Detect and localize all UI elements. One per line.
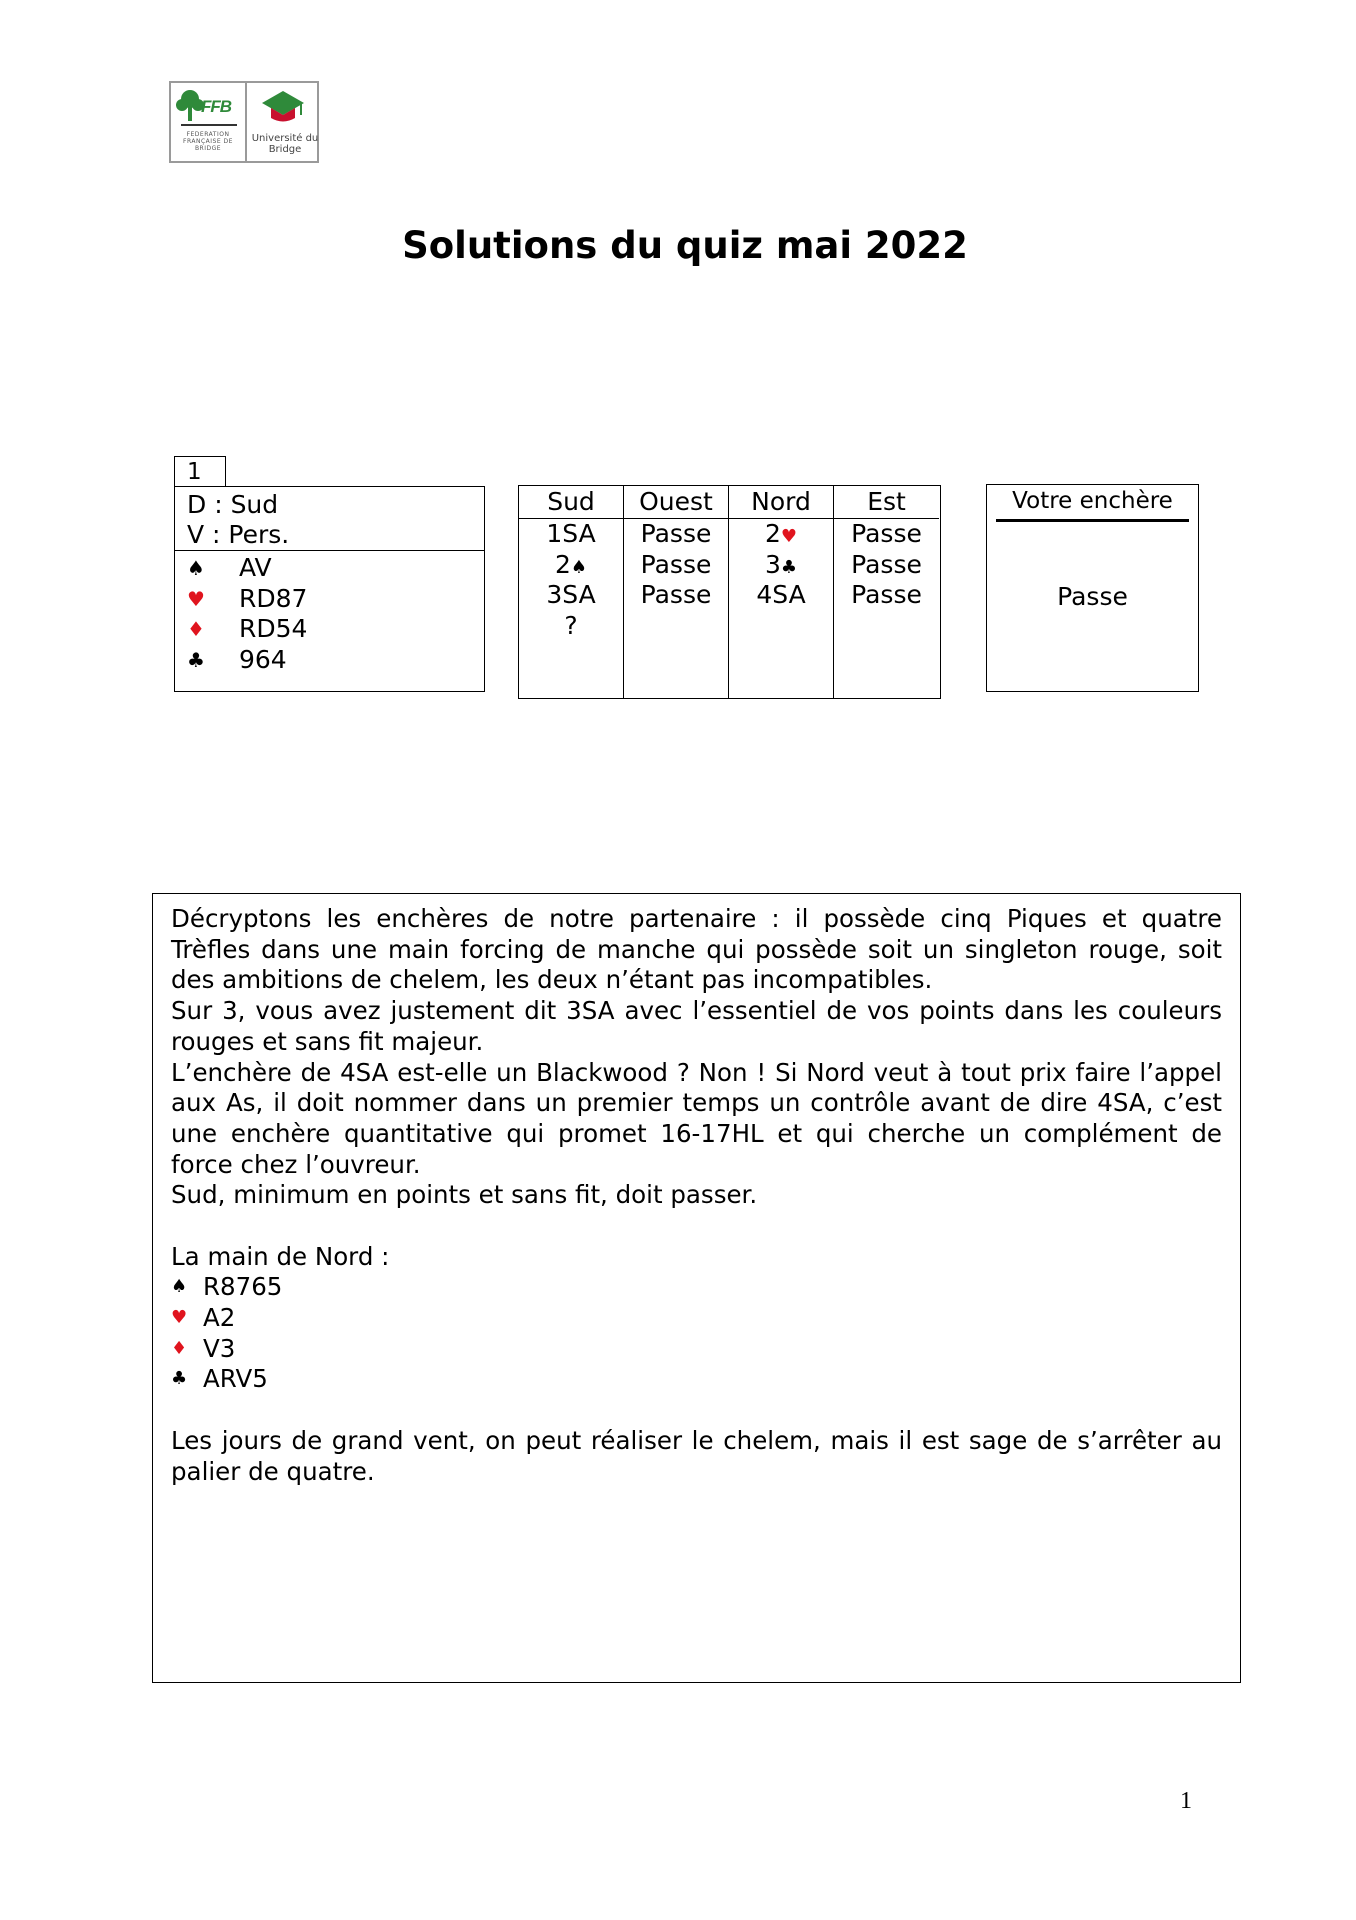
diamond-icon: ♦ [171,1337,188,1359]
auction-header: Nord [729,486,833,519]
hand-cards: R8765 [203,1272,283,1302]
text-line: des ambitions de chelem, les deux n’étant pas incompatibles. [171,965,933,995]
hand-cards: RD87 [239,583,308,613]
ffb-logo-text: FFB [201,97,232,116]
explanation-box [152,893,1241,1683]
hand-cards: A2 [203,1303,236,1333]
graduation-cap-icon [260,89,306,127]
auction-header: Est [834,486,939,519]
text-line: Décryptons les enchères de notre partenaire : il possède cinq Piques et quatre [171,904,1222,933]
blank-line [171,1395,1222,1426]
bid-cell: Passe [851,519,922,548]
bid-cell [729,550,833,581]
logo-divider [181,124,237,126]
bid-cell: 4SA [756,580,806,609]
deal-info [175,487,484,551]
heart-icon: ♥ [780,526,798,547]
ub-logo-block [247,83,317,161]
club-icon: ♣ [187,647,205,672]
auction-table [518,485,941,699]
bid-cell: Passe [851,549,922,579]
auction-header: Sud [519,486,623,519]
text-line: Sur 3, vous avez justement dit 3SA avec l’essentiel de vos points dans les couleurs [171,996,1222,1026]
bid-cell [729,519,833,550]
spade-icon: ♠ [187,556,205,580]
north-hand-spades [171,1272,1222,1303]
your-bid-box [986,484,1199,692]
bid-cell: Passe [640,519,712,548]
text-line: Trèfles dans une main forcing de manche qui possède soit un singleton rouge, soit [171,934,1222,964]
bid-level: 2 [554,549,571,579]
heart-icon: ♥ [171,1307,188,1329]
your-bid-answer: Passe [1057,582,1128,611]
club-icon: ♣ [780,556,798,578]
your-bid-title: Votre enchère [1012,488,1173,514]
text-line: Sud, minimum en points et sans fit, doit passer. [171,1180,758,1210]
north-hand-hearts [171,1303,1222,1334]
auction-col-sud [519,486,624,698]
deal-box [174,486,485,692]
auction-col-ouest [624,486,729,698]
deal-number: 1 [174,456,226,486]
dealer-label: D : Sud [187,490,279,519]
hand-row-hearts [175,584,484,615]
auction-header: Ouest [624,486,728,519]
hand-row-clubs [175,645,484,676]
auction-col-est [834,486,939,698]
ffb-logo-block [171,83,247,161]
bid-level: 3 [764,549,781,579]
page-number: 1 [1180,1788,1192,1814]
hand-row-diamonds [175,614,484,645]
hand-cards: 964 [239,644,287,674]
text-line: aux As, il doit nommer dans un premier temps un contrôle avant de dire 4SA, c’est [171,1088,1222,1118]
spade-icon: ♠ [171,1276,188,1298]
club-icon: ♣ [171,1368,188,1390]
bid-cell: Passe [640,549,712,579]
vulnerability-label: V : Pers. [187,520,290,549]
text-line: Les jours de grand vent, on peut réaliser le chelem, mais il est sage de s’arrêter au [171,1425,1222,1455]
text-line: force chez l’ouvreur. [171,1149,421,1179]
ffb-logo [169,81,319,163]
bid-cell: Passe [851,580,922,609]
bid-cell: ? [564,610,578,640]
hand-cards: AV [239,553,272,582]
bid-cell [519,550,623,581]
ffb-logo-subtitle: FEDERATION FRANÇAISE DE BRIDGE [183,131,233,152]
spade-icon: ♠ [570,556,588,578]
hand-cards: ARV5 [203,1364,268,1394]
north-hand-title: La main de Nord : [171,1241,390,1271]
ub-logo-text: Université du Bridge [251,133,319,155]
text-line: L’enchère de 4SA est-elle un Blackwood ? Non ! Si Nord veut à tout prix faire l’appel [171,1057,1222,1087]
hand-row-spades [175,553,484,584]
text-line: rouges et sans fit majeur. [171,1026,484,1056]
north-hand-clubs [171,1364,1222,1395]
text-line: palier de quatre. [171,1456,375,1486]
blank-line [171,1211,1222,1242]
your-bid-underline [996,519,1189,522]
auction-col-nord [729,486,834,698]
bid-cell: 1SA [546,519,596,548]
diamond-icon: ♦ [187,617,205,641]
bid-level: 2 [764,519,781,548]
heart-icon: ♥ [187,586,205,611]
north-hand-diamonds [171,1334,1222,1365]
page-title: Solutions du quiz mai 2022 [402,224,968,267]
text-line: une enchère quantitative qui promet 16-17HL et qui cherche un complément de [171,1118,1222,1148]
bid-cell: 3SA [546,580,596,609]
bid-cell: Passe [640,580,712,609]
hand-cards: RD54 [239,614,308,643]
hand-cards: V3 [203,1333,236,1363]
south-hand [175,551,484,675]
